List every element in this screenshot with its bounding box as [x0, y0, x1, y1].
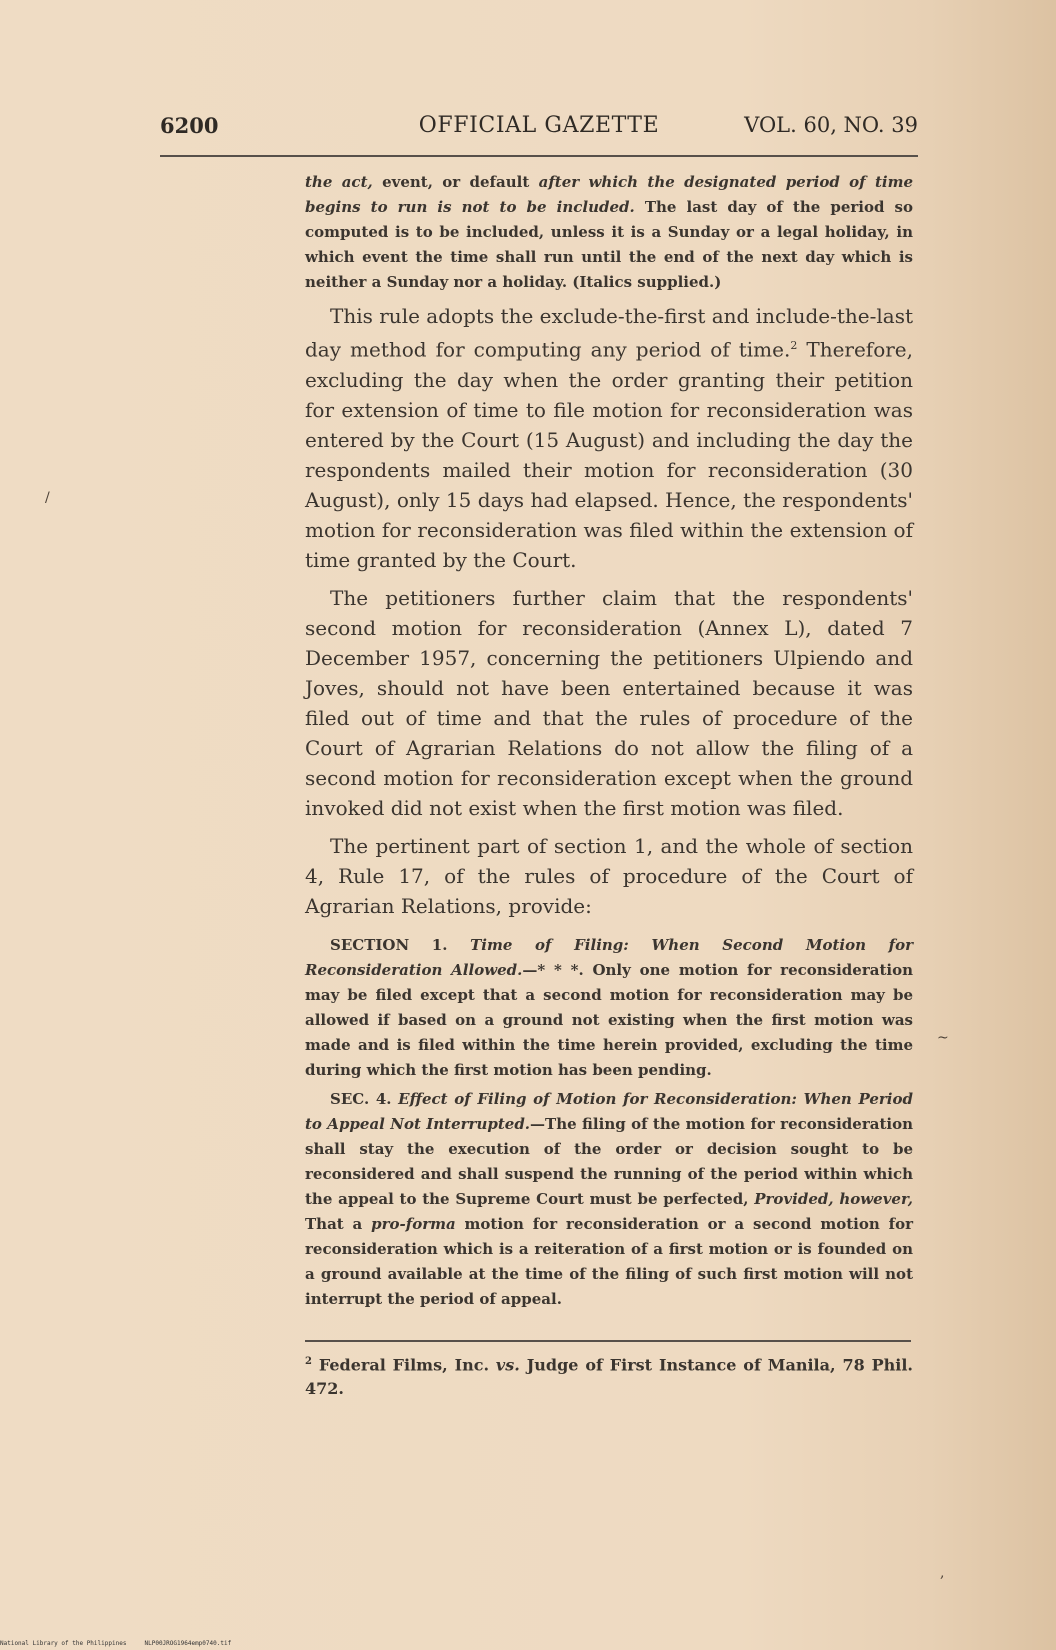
section-text: —The filing of the motion for reconsideration shall stay the execution of the order or decision sought to be reconsidered and shall suspend the running of the period within which the appeal to the Supreme Court must be perfected,	[305, 1114, 913, 1208]
italic-text: pro-forma	[371, 1214, 456, 1233]
footnote-text: Judge of First Instance of Manila, 78 Phil. 472.	[305, 1355, 914, 1399]
footnote-reference[interactable]: 2	[790, 339, 798, 352]
library-name: National Library of the Philippines	[0, 1640, 127, 1647]
header-rule	[160, 155, 918, 157]
section-title: Time of Filing: When Second Motion for Reconsideration Allowed.	[305, 935, 914, 979]
section-title: Effect of Filing of Motion for Reconsideration: When Period to Appeal Not Interrupted.	[305, 1089, 913, 1133]
paragraph-second-motion: The petitioners further claim that the respondents' second motion for reconsideration (Annex L), dated 7 December 1957, concerning the petitioners Ulpiendo and Joves, should not have been entertained because it was filed out of time and that the rules of procedure of the Court of Agrarian Relations do not allow the filing of a second motion for reconsideration except when the ground invoked did not exist when the first motion was filed.	[305, 585, 913, 820]
volume-issue: VOL. 60, NO. 39	[744, 113, 918, 137]
italic-text: after which the designated period of time begins to run is not to be included.	[305, 173, 914, 216]
italic-text: the act,	[305, 173, 373, 191]
file-name: NLP00JROG1964emp0740.tif	[144, 1640, 232, 1647]
section-text: —* * *. Only one motion for reconsideration may be filed except that a second motion for reconsideration may be allowed if based on a ground not existing when the first motion was made and is filed within the time herein provided, excluding the time during which the first motion has been pending.	[305, 960, 913, 1079]
italic-text: vs.	[495, 1355, 520, 1375]
page-header	[160, 113, 918, 145]
section-text: motion for reconsideration or a second motion for reconsideration which is a reiteration of a first motion or is founded on a ground available at the time of the filing of such first motion will not interrupt the period of appeal.	[305, 1214, 913, 1308]
page-number: 6200	[160, 113, 219, 138]
footnote-rule	[305, 1340, 911, 1342]
paragraph-text: Therefore, excluding the day when the order granting their petition for extension of time to file motion for reconsideration was entered by the Court (15 August) and including the day the respondents mailed their motion for reconsideration (30 August), only 15 days had elapsed. Hence, the respondents' motion for reconsideration was filed within the extension of time granted by the Court.	[305, 337, 913, 572]
rule-section-1	[305, 933, 913, 1083]
footnote-number: 2	[305, 1356, 312, 1367]
quote-text: The last day of the period so computed is to be included, unless it is a Sunday or a legal holiday, in which event the time shall run until the end of the next day which is neither a Sunday nor a holiday. (Italics supplied.)	[305, 198, 913, 291]
quote-text: event, or default	[372, 173, 539, 191]
margin-mark: ,	[940, 1565, 945, 1581]
scan-credit	[0, 1640, 231, 1647]
margin-mark: /	[45, 490, 50, 506]
section-label: SECTION 1.	[330, 935, 448, 954]
publication-title: OFFICIAL GAZETTE	[418, 113, 660, 138]
rule-section-4	[305, 1087, 913, 1312]
section-label: SEC. 4.	[330, 1089, 392, 1108]
footnote-text: Federal Films, Inc.	[311, 1355, 496, 1375]
margin-mark: ~	[937, 1030, 949, 1046]
section-text: That a	[305, 1214, 372, 1233]
paragraph-text: This rule adopts the exclude-the-first and include-the-last day method for computing any period of time.	[305, 304, 913, 362]
paragraph-pertinent-rules: The pertinent part of section 1, and the whole of section 4, Rule 17, of the rules of procedure of the Court of Agrarian Relations, provide:	[305, 833, 913, 918]
quoted-rule-continuation	[305, 170, 913, 295]
footnote	[305, 1350, 913, 1401]
paragraph-method	[305, 301, 913, 575]
italic-text: Provided, however,	[754, 1189, 913, 1208]
page-body	[305, 170, 913, 1320]
